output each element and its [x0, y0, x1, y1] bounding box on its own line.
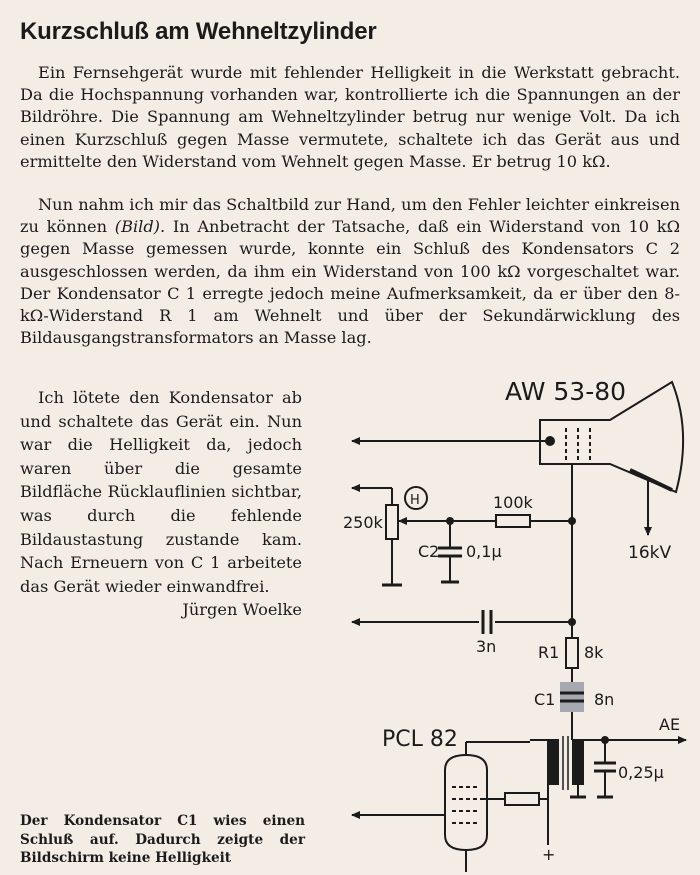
ae-label: AE	[659, 715, 681, 734]
c1-value-label: 8n	[594, 690, 615, 709]
author-name: Jürgen Woelke	[182, 600, 302, 620]
tube-label: AW 53-80	[505, 377, 627, 406]
c025-label: 0,25µ	[618, 763, 664, 782]
c2-value-label: 0,1µ	[466, 542, 502, 561]
figure-reference: (Bild)	[114, 217, 160, 237]
pot-marker-label: H	[410, 493, 420, 508]
paragraph-1: Ein Fernsehgerät wurde mit fehlender Helligkeit in die Werkstatt gebracht. Da die Hochspannung vorhanden war, kontrollierte ich die Spannungen an der Bildröhre. Die Spannung am Wehneltzylinder betrug nur wenige Volt. Da ich einen Kurzschluß gegen Masse vermutete, schaltete ich das Gerät aus und ermittelte den Widerstand vom Wehnelt gegen Masse. Er betrug 10 kΩ.	[20, 63, 680, 171]
c2-name-label: C2	[418, 542, 440, 561]
r1-name-label: R1	[538, 643, 560, 662]
c1-name-label: C1	[534, 690, 556, 709]
figure-caption: Der Kondensator C1 wies einen Schluß auf. Dadurch zeigte der Bildschirm keine Helligkeit	[20, 813, 305, 866]
pot-label: 250k	[343, 513, 383, 532]
pcl82-tube	[445, 755, 487, 850]
r1-value-label: 8k	[584, 643, 604, 662]
paragraph-2-text-b: . In Anbetracht der Tatsache, daß ein Widerstand von 10 kΩ gegen Masse gemessen wurde, konnte ein Schluß des Kondensators C 2 ausgeschlossen werden, da ihm ein Widerstand von 100 kΩ vorgeschaltet war. Der Kondensator C 1 erregte jedoch meine Aufmerksamkeit, da er über den 8-kΩ-Widerstand R 1 am Wehnelt und über der Sekundärwicklung des Bildausgangstransformators an Masse lag.	[20, 217, 680, 348]
pcl82-label: PCL 82	[382, 727, 458, 752]
plus-label: +	[542, 845, 556, 864]
c3n-label: 3n	[476, 637, 497, 656]
paragraph-3-text: Ich lötete den Kondensator ab und schaltete das Gerät ein. Nun war die Helligkeit da, jedoch waren über die gesamte Bildfläche Rücklauflinien sichtbar, was durch die fehlende Bildaustastung zustande kam. Nach Erneuern von C 1 arbeitete das Gerät wieder einwandfrei.	[20, 388, 302, 596]
paragraph-2-text-a: Nun nahm ich mir das Schaltbild zur Hand, um den Fehler leichter einkreisen zu können	[20, 195, 680, 237]
article-title: Kurzschluß am Wehneltzylinder	[20, 18, 377, 45]
hv-label: 16kV	[628, 543, 672, 563]
r100k-label: 100k	[493, 493, 533, 512]
